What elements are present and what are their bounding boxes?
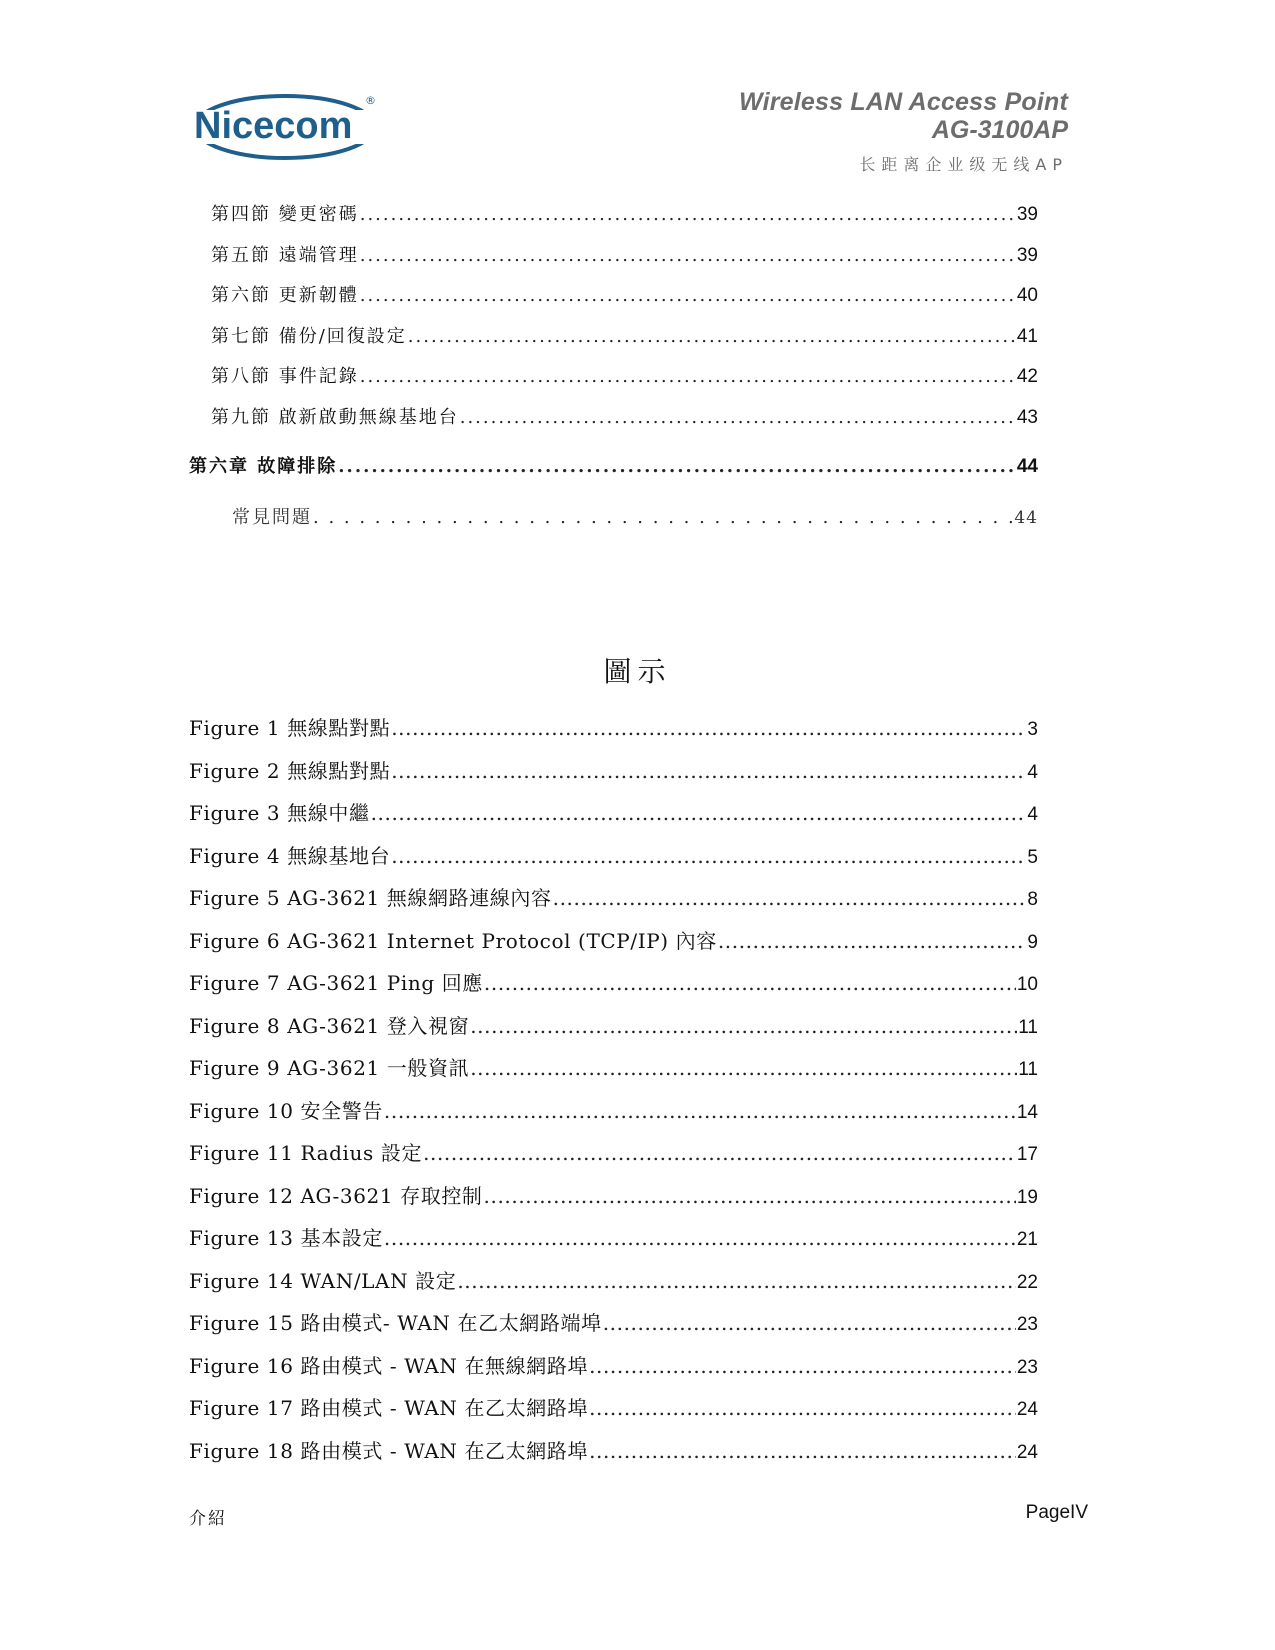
toc-chapter-entry[interactable] <box>189 452 1038 478</box>
toc-entry-page: 19 <box>1016 1186 1038 1208</box>
dot-leader <box>391 759 1026 783</box>
toc-entry-label: Figure 11 Radius 設定 <box>189 1141 423 1165</box>
toc-entry-label: Figure 9 AG-3621 一般資訊 <box>189 1056 470 1080</box>
figure-entry[interactable] <box>189 882 1038 911</box>
toc-entry-page: 4 <box>1027 761 1038 783</box>
figure-entry[interactable] <box>189 1010 1038 1039</box>
toc-entry-label: Figure 6 AG-3621 Internet Protocol (TCP/IP) 內容 <box>189 928 717 953</box>
figure-entry[interactable] <box>189 797 1038 826</box>
dot-leader <box>484 971 1016 995</box>
figure-entry[interactable] <box>189 1350 1038 1379</box>
dot-leader <box>460 407 1016 428</box>
toc-entry-label: Figure 16 路由模式 - WAN 在無線網路埠 <box>189 1353 589 1378</box>
toc-entry-label: 常見問題 <box>232 507 312 528</box>
header-model: AG-3100AP <box>931 116 1068 144</box>
dot-leader <box>338 456 1016 477</box>
dot-leader <box>360 285 1016 306</box>
figure-entry[interactable] <box>189 1137 1038 1166</box>
dot-leader <box>360 204 1016 225</box>
toc-entry-label: Figure 10 安全警告 <box>189 1098 383 1123</box>
toc-entry-label: 第四節 變更密碼 <box>211 204 359 225</box>
dot-leader <box>589 1354 1016 1378</box>
toc-entry-label: 第五節 遠端管理 <box>211 244 359 266</box>
svg-text:Nicecom: Nicecom <box>194 105 353 147</box>
dot-leader <box>360 366 1016 387</box>
footer-section-name: 介紹 <box>189 1509 227 1529</box>
toc-entry-page: 4 <box>1027 804 1038 825</box>
toc-entry-page: 11 <box>1018 1059 1038 1080</box>
header-subtitle: 长距离企业级无线AP <box>859 155 1068 174</box>
dot-leader <box>470 1056 1017 1080</box>
toc-entry-page: 24 <box>1016 1399 1038 1420</box>
figure-entry[interactable] <box>189 1435 1038 1464</box>
toc-entry-page: 41 <box>1016 325 1038 347</box>
dot-leader <box>589 1396 1016 1420</box>
toc-section-entry[interactable] <box>211 322 1038 348</box>
figure-entry[interactable] <box>189 712 1038 741</box>
figure-entry[interactable] <box>189 1095 1038 1124</box>
toc-section-entry[interactable] <box>211 281 1038 307</box>
toc-entry-page: 44 <box>1016 456 1038 477</box>
dot-leader <box>371 801 1027 825</box>
dot-leader <box>457 1269 1016 1293</box>
figure-entry[interactable] <box>189 840 1038 869</box>
figure-entry[interactable] <box>189 1222 1038 1251</box>
figure-entry[interactable] <box>189 925 1038 954</box>
toc-entry-page: 23 <box>1016 1314 1038 1335</box>
dot-leader <box>589 1439 1016 1463</box>
toc-entry-page: 22 <box>1016 1271 1038 1293</box>
toc-entry-label: 第八節 事件記錄 <box>211 366 359 388</box>
toc-entry-page: 3 <box>1027 719 1038 740</box>
toc-entry-label: Figure 3 無線中繼 <box>189 801 370 825</box>
dot-leader <box>718 929 1027 953</box>
toc-entry-page: 40 <box>1016 285 1038 307</box>
toc-entry-label: Figure 15 路由模式- WAN 在乙太網路端埠 <box>189 1311 602 1335</box>
dot-leader <box>360 245 1016 266</box>
toc-entry-label: Figure 7 AG-3621 Ping 回應 <box>189 971 483 995</box>
dot-leader <box>470 1014 1017 1038</box>
toc-entry-label: Figure 2 無線點對點 <box>189 758 391 783</box>
toc-entry-page: 24 <box>1016 1441 1038 1463</box>
figure-entry[interactable] <box>189 755 1038 784</box>
toc-entry-page: 44 <box>1014 508 1038 528</box>
toc-entry-label: 第七節 備份/回復設定 <box>211 325 407 347</box>
toc-entry-page: 39 <box>1016 204 1038 225</box>
toc-entry-label: Figure 18 路由模式 - WAN 在乙太網路埠 <box>189 1438 589 1463</box>
figure-entry[interactable] <box>189 1265 1038 1294</box>
figure-entry[interactable] <box>189 1392 1038 1421</box>
figure-entry[interactable] <box>189 967 1038 996</box>
toc-entry-label: Figure 17 路由模式 - WAN 在乙太網路埠 <box>189 1396 589 1420</box>
dot-leader <box>553 886 1027 910</box>
toc-entry-page: 21 <box>1016 1229 1038 1250</box>
toc-entry-label: Figure 8 AG-3621 登入視窗 <box>189 1013 470 1038</box>
toc-entry-page: 39 <box>1016 244 1038 266</box>
dot-leader <box>384 1226 1016 1250</box>
dot-leader <box>408 326 1016 347</box>
figure-entry[interactable] <box>189 1052 1038 1081</box>
dot-leader <box>423 1141 1016 1165</box>
toc-entry-page: 23 <box>1016 1356 1038 1378</box>
dot-leader <box>391 844 1026 868</box>
dot-leader <box>391 716 1026 740</box>
header-title: Wireless LAN Access Point <box>739 88 1068 116</box>
toc-entry-page: 11 <box>1018 1016 1038 1038</box>
toc-entry-label: Figure 1 無線點對點 <box>189 716 391 740</box>
dot-leader <box>313 507 1013 528</box>
toc-section-entry[interactable] <box>211 362 1038 388</box>
toc-entry-page: 9 <box>1027 931 1038 953</box>
toc-entry-page: 10 <box>1016 974 1038 995</box>
toc-entry-page: 5 <box>1027 846 1038 868</box>
toc-entry-page: 8 <box>1027 889 1038 910</box>
document-header <box>739 88 1068 175</box>
toc-entry-label: 第六章 故障排除 <box>189 456 338 477</box>
dot-leader <box>384 1099 1016 1123</box>
toc-entry-label: Figure 14 WAN/LAN 設定 <box>189 1268 457 1293</box>
figure-entry[interactable] <box>189 1307 1038 1336</box>
toc-entry-label: 第六節 更新韌體 <box>211 285 359 307</box>
toc-entry-page: 43 <box>1016 407 1038 428</box>
toc-faq-entry[interactable] <box>232 503 1038 529</box>
toc-entry-page: 14 <box>1016 1101 1038 1123</box>
toc-entry-page: 42 <box>1016 366 1038 388</box>
dot-leader <box>603 1311 1016 1335</box>
nicecom-logo <box>193 92 398 164</box>
svg-text:®: ® <box>365 94 376 107</box>
toc-section-entry[interactable] <box>211 200 1038 226</box>
toc-entry-label: Figure 5 AG-3621 無線網路連線內容 <box>189 886 552 910</box>
toc-entry-label: Figure 12 AG-3621 存取控制 <box>189 1183 483 1208</box>
toc-section-entry[interactable] <box>211 241 1038 267</box>
dot-leader <box>484 1184 1016 1208</box>
toc-entry-label: Figure 4 無線基地台 <box>189 843 391 868</box>
toc-entry-label: Figure 13 基本設定 <box>189 1226 383 1250</box>
figures-heading: 圖示 <box>603 655 672 688</box>
toc-entry-label: 第九節 啟新啟動無線基地台 <box>211 407 459 428</box>
footer-page-number: PageIV <box>1025 1502 1088 1523</box>
toc-section-entry[interactable] <box>211 403 1038 429</box>
toc-entry-page: 17 <box>1016 1144 1038 1165</box>
figure-entry[interactable] <box>189 1180 1038 1209</box>
